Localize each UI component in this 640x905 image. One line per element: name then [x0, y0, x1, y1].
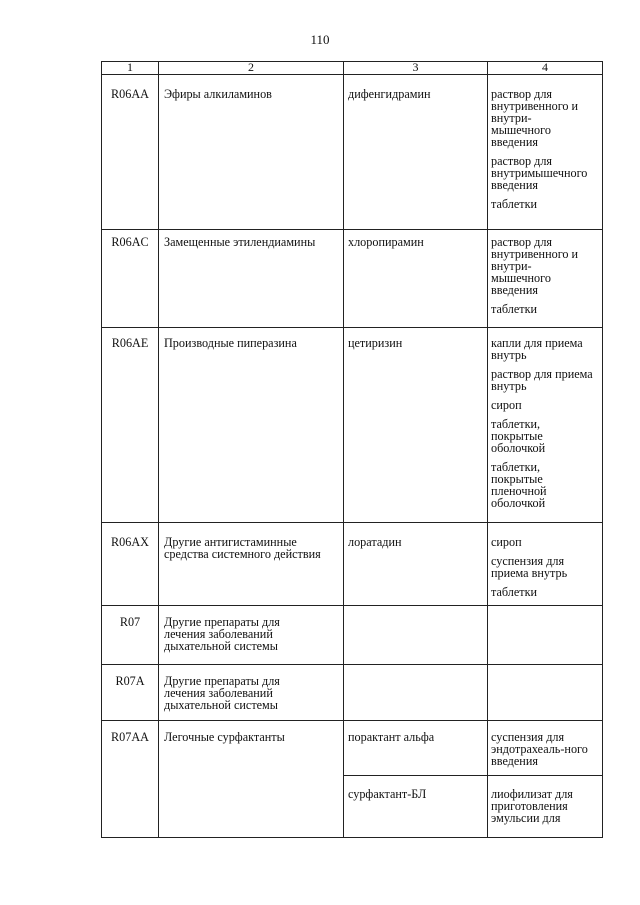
- drug-name: порактант альфа: [348, 730, 435, 744]
- row-divider: [102, 327, 602, 328]
- dosage-forms: [491, 337, 601, 516]
- group-name: Легочные сурфактанты: [164, 730, 285, 744]
- dosage-form: таблетки, покрытые оболочкой: [491, 417, 546, 455]
- dosage-form: капли для приема внутрь: [491, 336, 583, 362]
- row-divider: [102, 74, 602, 75]
- row-divider: [102, 229, 602, 230]
- dosage-forms: [491, 731, 601, 774]
- column-header-1: 1: [127, 60, 133, 74]
- drug-name: дифенгидрамин: [348, 87, 431, 101]
- row-divider: [102, 605, 602, 606]
- page-number: 110: [310, 32, 330, 47]
- dosage-form: сироп: [491, 535, 522, 549]
- group-name: Замещенные этилендиамины: [164, 235, 316, 249]
- group-name: Другие препараты для лечения заболеваний дыхательной системы: [164, 674, 280, 712]
- group-name: Производные пиперазина: [164, 336, 297, 350]
- dosage-forms: [491, 788, 601, 831]
- dosage-form: суспензия для приема внутрь: [491, 554, 568, 580]
- group-name: Эфиры алкиламинов: [164, 87, 272, 101]
- dosage-form: таблетки: [491, 197, 538, 211]
- drug-name: лоратадин: [348, 535, 402, 549]
- dosage-forms: [491, 88, 601, 217]
- dosage-form: раствор для внутримышечного введения: [491, 154, 588, 192]
- dosage-form: раствор для внутривенного и внутри-мышечного введения: [491, 87, 579, 149]
- column-header-3: 3: [412, 60, 419, 74]
- column-header-2: 2: [248, 60, 254, 74]
- dosage-forms: [491, 536, 601, 605]
- column-header-4: 4: [542, 60, 548, 74]
- drug-name: сурфактант-БЛ: [348, 787, 427, 801]
- atc-code: R07A: [115, 674, 145, 688]
- dosage-form: суспензия для эндотрахеаль-ного введения: [491, 730, 588, 768]
- group-name: Другие препараты для лечения заболеваний дыхательной системы: [164, 615, 280, 653]
- dosage-form: таблетки, покрытые пленочной оболочкой: [491, 460, 547, 510]
- atc-code: R06AE: [111, 336, 149, 350]
- row-divider: [102, 522, 602, 523]
- row-divider: [343, 775, 602, 776]
- drug-table: [101, 61, 603, 838]
- dosage-form: таблетки: [491, 585, 538, 599]
- dosage-forms: [491, 236, 601, 322]
- drug-name: хлоропирамин: [348, 235, 424, 249]
- dosage-form: сироп: [491, 398, 522, 412]
- dosage-form: раствор для приема внутрь: [491, 367, 593, 393]
- group-name: Другие антигистаминные средства системного действия: [164, 535, 321, 561]
- row-divider: [102, 664, 602, 665]
- atc-code: R06AA: [111, 87, 149, 101]
- atc-code: R07AA: [111, 730, 149, 744]
- drug-name: цетиризин: [348, 336, 403, 350]
- row-divider: [102, 720, 602, 721]
- dosage-form: раствор для внутривенного и внутри-мышечного введения: [491, 235, 579, 297]
- atc-code: R06AC: [111, 235, 149, 249]
- dosage-form: таблетки: [491, 302, 538, 316]
- atc-code: R07: [119, 615, 141, 629]
- atc-code: R06AX: [111, 535, 149, 549]
- table-header: [102, 62, 602, 74]
- dosage-form: лиофилизат для приготовления эмульсии для: [491, 787, 573, 825]
